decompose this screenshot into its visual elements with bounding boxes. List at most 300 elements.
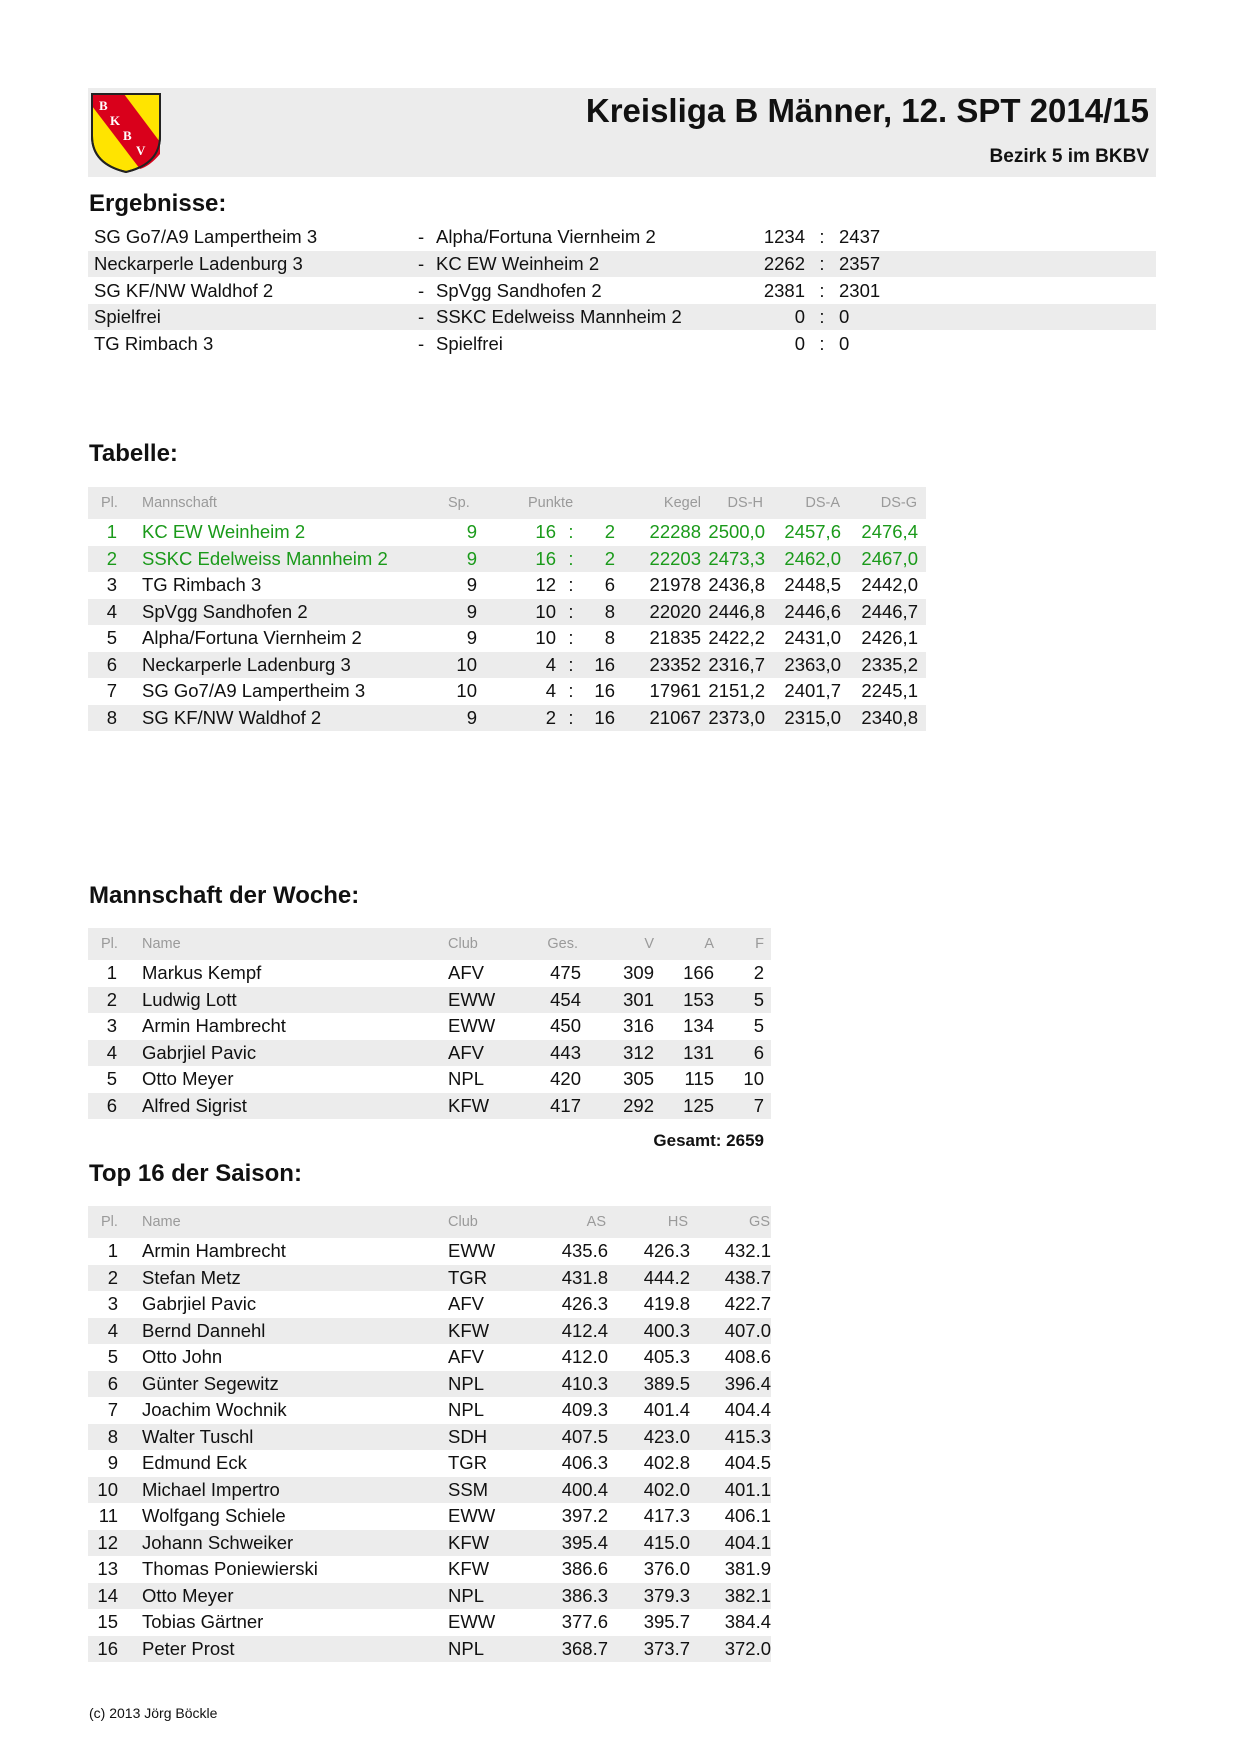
score-colon: : xyxy=(819,226,825,247)
kegel: 22203 xyxy=(649,547,701,569)
total-pins: 454 xyxy=(550,988,581,1010)
rank: 1 xyxy=(107,1240,118,1261)
rank: 2 xyxy=(107,1266,118,1288)
team-name: SG Go7/A9 Lampertheim 3 xyxy=(142,680,366,701)
rank: 9 xyxy=(107,1452,118,1473)
full-pins: 292 xyxy=(623,1094,654,1116)
rank: 6 xyxy=(106,653,117,675)
team-of-week-header xyxy=(88,928,771,960)
ds-h: 2151,2 xyxy=(708,680,765,701)
player-row xyxy=(88,987,771,1013)
home-average: 376.0 xyxy=(643,1558,690,1579)
club: TGR xyxy=(448,1452,488,1473)
col-f: F xyxy=(755,936,764,952)
player-name: Michael Impertro xyxy=(142,1478,280,1500)
player-name: Tobias Gärtner xyxy=(142,1611,264,1632)
points-colon: : xyxy=(568,600,574,622)
away-average: 386.6 xyxy=(561,1558,608,1579)
points-for: 4 xyxy=(545,680,556,701)
overall-average: 401.1 xyxy=(724,1478,771,1500)
top16-row xyxy=(88,1238,771,1264)
rank: 10 xyxy=(97,1478,118,1500)
top16-row xyxy=(88,1397,771,1423)
clearing-pins: 131 xyxy=(683,1041,714,1063)
col-kegel: Kegel xyxy=(663,495,701,511)
player-name: Wolfgang Schiele xyxy=(142,1505,286,1526)
home-team: Neckarperle Ladenburg 3 xyxy=(94,253,303,274)
overall-average: 381.9 xyxy=(724,1558,771,1579)
away-average: 410.3 xyxy=(561,1372,608,1394)
points-colon: : xyxy=(568,547,574,569)
ds-g: 2476,4 xyxy=(861,521,918,542)
ds-a: 2448,5 xyxy=(784,574,841,595)
standings-row xyxy=(88,652,926,678)
club: KFW xyxy=(448,1558,490,1579)
clearing-pins: 166 xyxy=(683,962,714,983)
player-name: Markus Kempf xyxy=(142,962,262,983)
standings-row xyxy=(88,705,926,731)
club: EWW xyxy=(448,1505,496,1526)
score-colon: : xyxy=(819,306,825,327)
overall-average: 408.6 xyxy=(724,1346,771,1367)
team-name: Alpha/Fortuna Viernheim 2 xyxy=(142,627,362,648)
player-name: Günter Segewitz xyxy=(142,1372,279,1394)
points-against: 8 xyxy=(604,627,615,648)
away-average: 397.2 xyxy=(561,1505,608,1526)
ds-g: 2446,7 xyxy=(861,600,918,622)
logo-letter: B xyxy=(99,98,108,113)
home-average: 401.4 xyxy=(643,1399,690,1420)
home-average: 419.8 xyxy=(643,1293,690,1314)
rank: 6 xyxy=(107,1372,118,1394)
home-average: 402.8 xyxy=(643,1452,690,1473)
page-title: Kreisliga B Männer, 12. SPT 2014/15 xyxy=(585,92,1149,129)
club: NPL xyxy=(448,1637,484,1659)
col-as: AS xyxy=(586,1214,606,1230)
home-average: 400.3 xyxy=(643,1319,690,1341)
club: EWW xyxy=(448,988,496,1010)
club: EWW xyxy=(448,1611,496,1632)
col-dsa: DS-A xyxy=(805,495,840,511)
overall-average: 438.7 xyxy=(724,1266,771,1288)
overall-average: 372.0 xyxy=(724,1637,771,1659)
player-name: Bernd Dannehl xyxy=(142,1319,266,1341)
total-pins: 420 xyxy=(550,1068,581,1089)
points-colon: : xyxy=(568,574,574,595)
full-pins: 309 xyxy=(623,962,654,983)
points-against: 2 xyxy=(604,521,615,542)
faults: 6 xyxy=(753,1041,764,1063)
top16-row xyxy=(88,1503,771,1529)
col-pl: Pl. xyxy=(101,495,118,511)
ds-g: 2467,0 xyxy=(861,547,918,569)
player-name: Joachim Wochnik xyxy=(142,1399,287,1420)
away-team: Alpha/Fortuna Viernheim 2 xyxy=(436,226,656,247)
home-team: Spielfrei xyxy=(94,306,161,327)
score-away: 0 xyxy=(839,333,850,354)
bkbv-logo-icon xyxy=(90,92,162,174)
points-colon: : xyxy=(568,680,574,701)
faults: 5 xyxy=(753,1015,764,1036)
page-subtitle: Bezirk 5 im BKBV xyxy=(989,146,1149,167)
total-pins: 417 xyxy=(550,1094,581,1116)
separator: - xyxy=(418,280,425,301)
rank: 4 xyxy=(106,1041,117,1063)
player-row xyxy=(88,1066,771,1092)
score-home: 0 xyxy=(794,306,805,327)
standings-title: Tabelle: xyxy=(89,440,178,467)
clearing-pins: 125 xyxy=(683,1094,714,1116)
points-for: 12 xyxy=(535,574,556,595)
separator: - xyxy=(418,253,425,274)
points-against: 16 xyxy=(594,653,615,675)
results-row xyxy=(88,304,1156,330)
club: NPL xyxy=(448,1068,484,1089)
points-against: 16 xyxy=(594,680,615,701)
player-row xyxy=(88,1040,771,1066)
standings-row xyxy=(88,572,926,598)
away-team: SpVgg Sandhofen 2 xyxy=(436,280,602,301)
home-average: 417.3 xyxy=(643,1505,690,1526)
player-name: Armin Hambrecht xyxy=(142,1015,286,1036)
ds-a: 2431,0 xyxy=(784,627,841,648)
rank: 7 xyxy=(107,1399,118,1420)
player-name: Gabrjiel Pavic xyxy=(142,1293,257,1314)
faults: 7 xyxy=(753,1094,764,1116)
kegel: 17961 xyxy=(649,680,701,701)
overall-average: 432.1 xyxy=(724,1240,771,1261)
faults: 5 xyxy=(753,988,764,1010)
rank: 1 xyxy=(106,521,117,542)
ds-h: 2373,0 xyxy=(708,706,765,728)
overall-average: 404.1 xyxy=(724,1531,771,1553)
points-colon: : xyxy=(568,653,574,675)
standings-row xyxy=(88,519,926,545)
points-colon: : xyxy=(568,706,574,728)
club: TGR xyxy=(448,1266,488,1288)
away-average: 426.3 xyxy=(561,1293,608,1314)
top16-row xyxy=(88,1583,771,1609)
overall-average: 407.0 xyxy=(724,1319,771,1341)
rank: 1 xyxy=(106,962,117,983)
col-pl: Pl. xyxy=(101,936,118,952)
rank: 11 xyxy=(98,1505,118,1526)
home-average: 444.2 xyxy=(643,1266,690,1288)
home-average: 405.3 xyxy=(643,1346,690,1367)
player-name: Stefan Metz xyxy=(142,1266,241,1288)
home-average: 389.5 xyxy=(643,1372,690,1394)
col-club: Club xyxy=(448,936,478,952)
player-name: Thomas Poniewierski xyxy=(142,1558,318,1579)
full-pins: 316 xyxy=(623,1015,654,1036)
score-away: 2437 xyxy=(839,226,881,247)
top16-row xyxy=(88,1371,771,1397)
player-name: Armin Hambrecht xyxy=(142,1240,286,1261)
footer-copyright: (c) 2013 Jörg Böckle xyxy=(89,1705,218,1721)
games-played: 9 xyxy=(466,600,477,622)
logo-letter: K xyxy=(110,113,121,128)
player-name: Otto Meyer xyxy=(142,1584,234,1606)
games-played: 10 xyxy=(456,653,477,675)
ds-h: 2473,3 xyxy=(708,547,765,569)
club: NPL xyxy=(448,1372,484,1394)
points-for: 10 xyxy=(535,600,556,622)
home-average: 379.3 xyxy=(643,1584,690,1606)
col-dsh: DS-H xyxy=(727,495,763,511)
ds-g: 2340,8 xyxy=(861,706,918,728)
player-name: Alfred Sigrist xyxy=(142,1094,247,1116)
away-team: Spielfrei xyxy=(436,333,503,354)
top16-title: Top 16 der Saison: xyxy=(89,1160,302,1187)
points-for: 16 xyxy=(535,521,556,542)
overall-average: 384.4 xyxy=(724,1611,771,1632)
games-played: 10 xyxy=(456,680,477,701)
games-played: 9 xyxy=(466,547,477,569)
ds-g: 2426,1 xyxy=(861,627,918,648)
points-for: 4 xyxy=(545,653,556,675)
logo-letter: B xyxy=(123,128,132,143)
top16-row xyxy=(88,1556,771,1582)
team-of-week-title: Mannschaft der Woche: xyxy=(89,882,360,909)
player-name: Gabrjiel Pavic xyxy=(142,1041,257,1063)
ds-a: 2363,0 xyxy=(784,653,841,675)
rank: 4 xyxy=(106,600,117,622)
results-row xyxy=(88,224,1156,250)
total-pins: 475 xyxy=(550,962,581,983)
player-name: Edmund Eck xyxy=(142,1452,247,1473)
kegel: 21978 xyxy=(649,574,701,595)
faults: 2 xyxy=(753,962,764,983)
score-home: 2381 xyxy=(763,280,805,301)
player-name: Ludwig Lott xyxy=(142,988,237,1010)
rank: 14 xyxy=(97,1584,118,1606)
results-row xyxy=(88,251,1156,277)
results-row xyxy=(88,278,1156,304)
ds-a: 2401,7 xyxy=(784,680,841,701)
kegel: 22288 xyxy=(649,521,701,542)
club: KFW xyxy=(448,1319,490,1341)
team-name: SSKC Edelweiss Mannheim 2 xyxy=(142,547,388,569)
overall-average: 415.3 xyxy=(724,1425,771,1447)
points-for: 2 xyxy=(545,706,556,728)
home-average: 373.7 xyxy=(643,1637,690,1659)
full-pins: 301 xyxy=(623,988,654,1010)
total-pins: 450 xyxy=(550,1015,581,1036)
score-away: 2357 xyxy=(839,253,881,274)
rank: 3 xyxy=(107,1293,118,1314)
away-average: 377.6 xyxy=(561,1611,608,1632)
rank: 5 xyxy=(107,1346,118,1367)
score-home: 0 xyxy=(794,333,805,354)
ds-g: 2245,1 xyxy=(861,680,918,701)
home-team: SG Go7/A9 Lampertheim 3 xyxy=(94,226,318,247)
points-against: 8 xyxy=(604,600,615,622)
top16-row xyxy=(88,1344,771,1370)
rank: 5 xyxy=(106,1068,117,1089)
total-pins: 443 xyxy=(550,1041,581,1063)
col-v: V xyxy=(644,936,654,952)
away-team: SSKC Edelweiss Mannheim 2 xyxy=(436,306,682,327)
rank: 6 xyxy=(106,1094,117,1116)
rank: 2 xyxy=(106,988,117,1010)
rank: 5 xyxy=(106,627,117,648)
overall-average: 382.1 xyxy=(724,1584,771,1606)
points-against: 16 xyxy=(594,706,615,728)
kegel: 21067 xyxy=(649,706,701,728)
games-played: 9 xyxy=(466,574,477,595)
rank: 15 xyxy=(97,1611,118,1632)
score-home: 2262 xyxy=(763,253,805,274)
away-average: 395.4 xyxy=(561,1531,608,1553)
home-average: 423.0 xyxy=(643,1425,690,1447)
col-pl: Pl. xyxy=(101,1214,118,1230)
away-average: 435.6 xyxy=(561,1240,608,1261)
col-name: Name xyxy=(142,936,181,952)
faults: 10 xyxy=(743,1068,764,1089)
top16-row xyxy=(88,1609,771,1635)
club: SDH xyxy=(448,1425,488,1447)
score-away: 2301 xyxy=(839,280,881,301)
team-name: KC EW Weinheim 2 xyxy=(142,521,306,542)
ds-h: 2422,2 xyxy=(708,627,765,648)
col-hs: HS xyxy=(667,1214,688,1230)
col-gs: GS xyxy=(749,1214,770,1230)
top16-header xyxy=(88,1206,771,1238)
club: KFW xyxy=(448,1531,490,1553)
full-pins: 305 xyxy=(623,1068,654,1089)
away-average: 431.8 xyxy=(561,1266,608,1288)
ds-h: 2500,0 xyxy=(708,521,765,542)
score-home: 1234 xyxy=(763,226,805,247)
home-average: 426.3 xyxy=(643,1240,690,1261)
games-played: 9 xyxy=(466,706,477,728)
points-for: 10 xyxy=(535,627,556,648)
player-name: Otto Meyer xyxy=(142,1068,234,1089)
rank: 13 xyxy=(97,1558,118,1579)
clearing-pins: 134 xyxy=(683,1015,714,1036)
player-name: Johann Schweiker xyxy=(142,1531,294,1553)
team-name: SpVgg Sandhofen 2 xyxy=(142,600,308,622)
results-title: Ergebnisse: xyxy=(89,190,227,217)
player-row xyxy=(88,960,771,986)
rank: 16 xyxy=(97,1637,118,1659)
club: SSM xyxy=(448,1478,489,1500)
points-against: 2 xyxy=(604,547,615,569)
ds-g: 2442,0 xyxy=(861,574,918,595)
col-team: Mannschaft xyxy=(142,495,217,511)
club: NPL xyxy=(448,1584,484,1606)
standings-row xyxy=(88,599,926,625)
games-played: 9 xyxy=(466,521,477,542)
separator: - xyxy=(418,333,425,354)
rank: 12 xyxy=(97,1531,118,1553)
player-name: Peter Prost xyxy=(142,1637,235,1659)
overall-average: 404.5 xyxy=(724,1452,771,1473)
overall-average: 404.4 xyxy=(724,1399,771,1420)
top16-row xyxy=(88,1530,771,1556)
separator: - xyxy=(418,306,425,327)
clearing-pins: 115 xyxy=(684,1068,714,1089)
club: NPL xyxy=(448,1399,484,1420)
ds-h: 2446,8 xyxy=(708,600,765,622)
score-away: 0 xyxy=(839,306,850,327)
player-name: Walter Tuschl xyxy=(142,1425,254,1447)
col-sp: Sp. xyxy=(448,495,470,511)
games-played: 9 xyxy=(466,627,477,648)
overall-average: 396.4 xyxy=(724,1372,771,1394)
points-colon: : xyxy=(568,521,574,542)
overall-average: 406.1 xyxy=(724,1505,771,1526)
team-total: Gesamt: 2659 xyxy=(653,1131,764,1150)
away-average: 412.0 xyxy=(561,1346,608,1367)
score-colon: : xyxy=(819,280,825,301)
rank: 8 xyxy=(106,706,117,728)
away-average: 407.5 xyxy=(561,1425,608,1447)
col-a: A xyxy=(704,936,714,952)
ds-a: 2315,0 xyxy=(784,706,841,728)
header-bar xyxy=(88,88,1156,177)
points-colon: : xyxy=(568,627,574,648)
player-row xyxy=(88,1093,771,1119)
col-punkte: Punkte xyxy=(528,495,574,511)
rank: 7 xyxy=(106,680,117,701)
standings-row xyxy=(88,546,926,572)
rank: 2 xyxy=(106,547,117,569)
points-against: 6 xyxy=(604,574,615,595)
overall-average: 422.7 xyxy=(724,1293,771,1314)
home-average: 395.7 xyxy=(643,1611,690,1632)
club: EWW xyxy=(448,1240,496,1261)
top16-row xyxy=(88,1424,771,1450)
kegel: 23352 xyxy=(649,653,701,675)
home-team: SG KF/NW Waldhof 2 xyxy=(94,280,274,301)
full-pins: 312 xyxy=(623,1041,654,1063)
ds-a: 2446,6 xyxy=(784,600,841,622)
away-average: 368.7 xyxy=(561,1637,608,1659)
club: AFV xyxy=(448,1346,484,1367)
clearing-pins: 153 xyxy=(683,988,714,1010)
player-row xyxy=(88,1013,771,1039)
away-average: 412.4 xyxy=(561,1319,608,1341)
top16-row xyxy=(88,1265,771,1291)
results-row xyxy=(88,331,1156,357)
away-average: 386.3 xyxy=(561,1584,608,1606)
team-name: Neckarperle Ladenburg 3 xyxy=(142,653,351,675)
separator: - xyxy=(418,226,425,247)
top16-row xyxy=(88,1636,771,1662)
player-name: Otto John xyxy=(142,1346,223,1367)
ds-a: 2462,0 xyxy=(784,547,841,569)
club: KFW xyxy=(448,1094,490,1116)
rank: 8 xyxy=(107,1425,118,1447)
ds-g: 2335,2 xyxy=(861,653,918,675)
home-average: 402.0 xyxy=(643,1478,690,1500)
club: AFV xyxy=(448,962,484,983)
ds-h: 2436,8 xyxy=(708,574,765,595)
team-name: SG KF/NW Waldhof 2 xyxy=(142,706,322,728)
team-name: TG Rimbach 3 xyxy=(142,574,262,595)
top16-row xyxy=(88,1291,771,1317)
kegel: 22020 xyxy=(649,600,701,622)
away-average: 409.3 xyxy=(561,1399,608,1420)
col-ges: Ges. xyxy=(547,936,578,952)
rank: 3 xyxy=(106,574,117,595)
logo-letter: V xyxy=(136,143,146,158)
rank: 3 xyxy=(106,1015,117,1036)
points-for: 16 xyxy=(535,547,556,569)
col-dsg: DS-G xyxy=(880,495,917,511)
top16-row xyxy=(88,1450,771,1476)
